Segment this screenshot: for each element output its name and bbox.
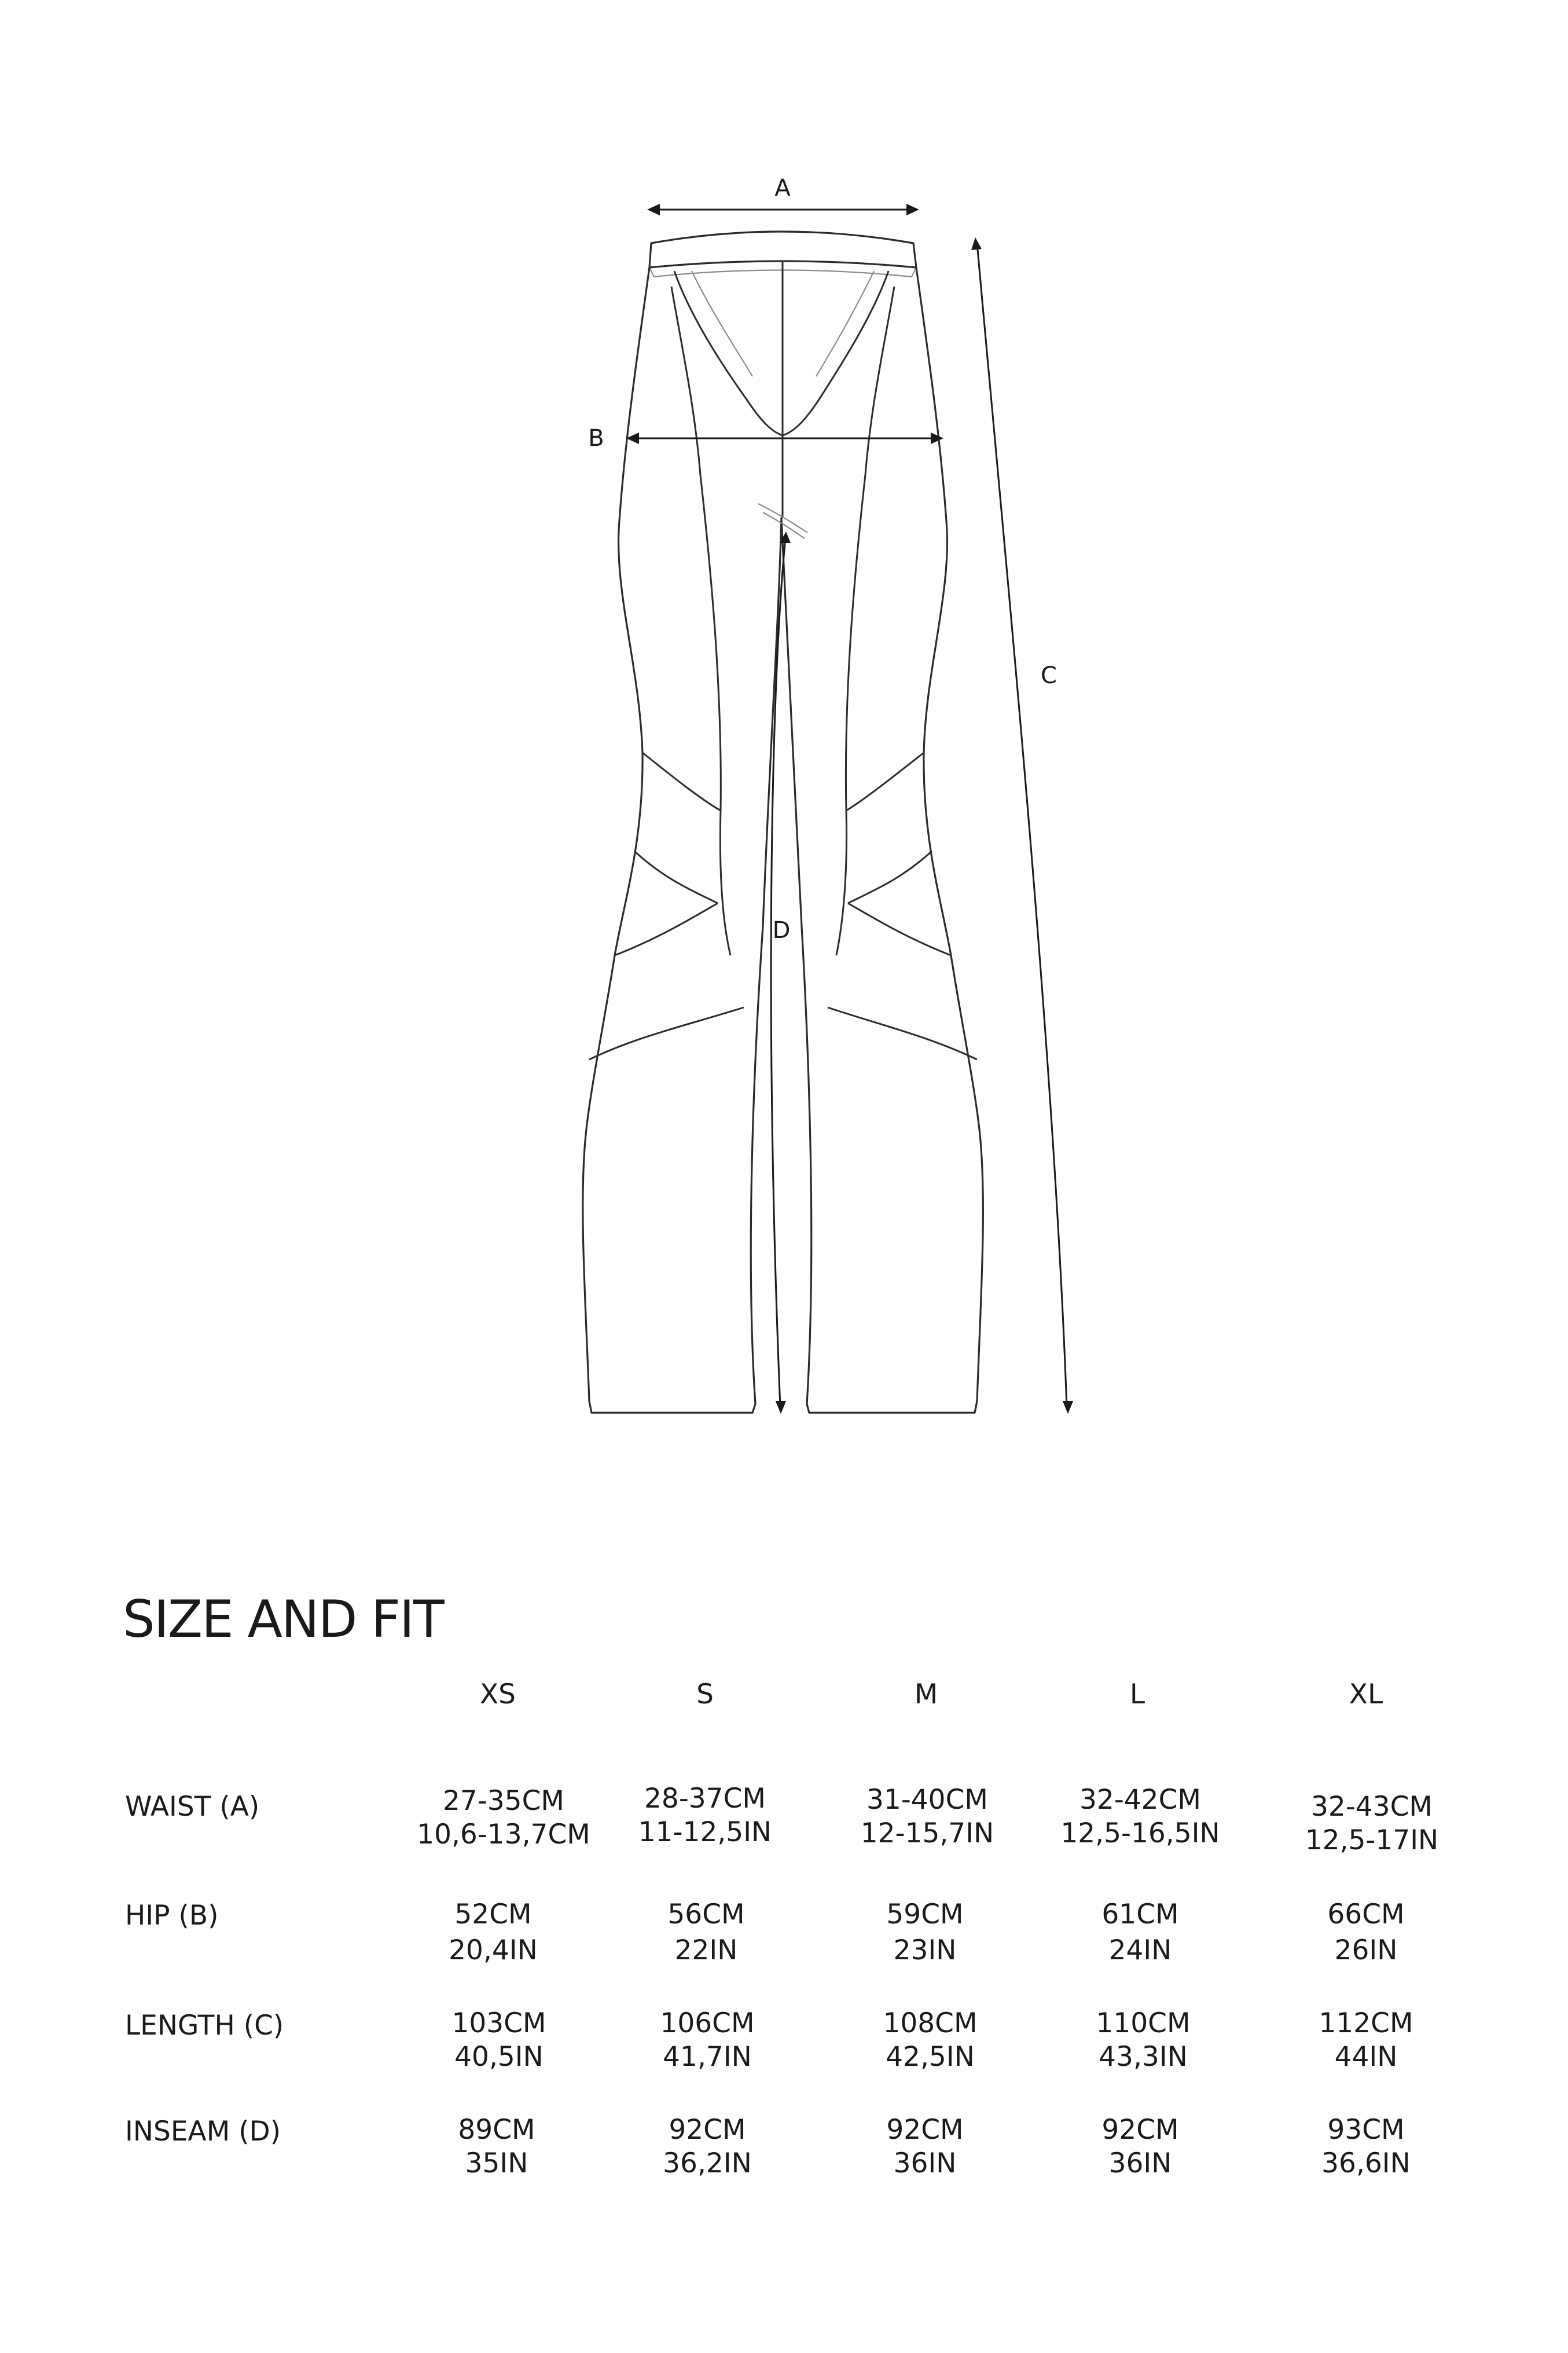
- row-label-hip: HIP (B): [125, 1900, 219, 1931]
- table-cell: 112CM 44IN: [1319, 2007, 1413, 2073]
- table-cell: 106CM 41,7IN: [660, 2007, 755, 2073]
- row-label-waist: WAIST (A): [125, 1791, 260, 1823]
- table-cell: 108CM 42,5IN: [883, 2007, 978, 2073]
- dimension-label-c: C: [1041, 662, 1057, 689]
- table-cell: 92CM 36,2IN: [663, 2114, 752, 2179]
- table-cell: 61CM 24IN: [1101, 1898, 1179, 1966]
- table-cell: 89CM 35IN: [458, 2114, 535, 2179]
- table-cell: 92CM 36IN: [1101, 2114, 1179, 2179]
- knee-panels: [589, 753, 977, 1060]
- table-cell: 52CM 20,4IN: [449, 1898, 538, 1966]
- size-header-s: S: [696, 1678, 714, 1710]
- dimension-label-d: D: [772, 917, 791, 944]
- table-cell: 56CM 22IN: [667, 1898, 745, 1966]
- table-cell: 66CM 26IN: [1327, 1898, 1405, 1966]
- size-header-xl: XL: [1349, 1678, 1383, 1710]
- table-cell: 110CM 43,3IN: [1096, 2007, 1191, 2073]
- table-cell: 103CM 40,5IN: [451, 2007, 546, 2073]
- table-cell: 32-42CM 12,5-16,5IN: [1060, 1784, 1220, 1849]
- table-cell: 31-40CM 12-15,7IN: [860, 1784, 994, 1849]
- table-cell: 32-43CM 12,5-17IN: [1305, 1791, 1439, 1856]
- dimension-label-a: A: [774, 175, 791, 201]
- size-header-xs: XS: [479, 1678, 516, 1710]
- row-label-length: LENGTH (C): [125, 2010, 284, 2042]
- page-title: SIZE AND FIT: [123, 1589, 443, 1649]
- table-cell: 27-35CM 10,6-13,7CM: [417, 1785, 590, 1850]
- table-cell: 93CM 36,6IN: [1321, 2114, 1411, 2179]
- dimension-label-b: B: [588, 425, 604, 452]
- table-cell: 59CM 23IN: [886, 1898, 964, 1966]
- table-cell: 28-37CM 11-12,5IN: [638, 1783, 772, 1848]
- front-seams: [671, 262, 894, 955]
- size-header-m: M: [914, 1678, 938, 1710]
- size-header-l: L: [1129, 1678, 1145, 1710]
- table-cell: 92CM 36IN: [886, 2114, 964, 2179]
- row-label-inseam: INSEAM (D): [125, 2116, 281, 2147]
